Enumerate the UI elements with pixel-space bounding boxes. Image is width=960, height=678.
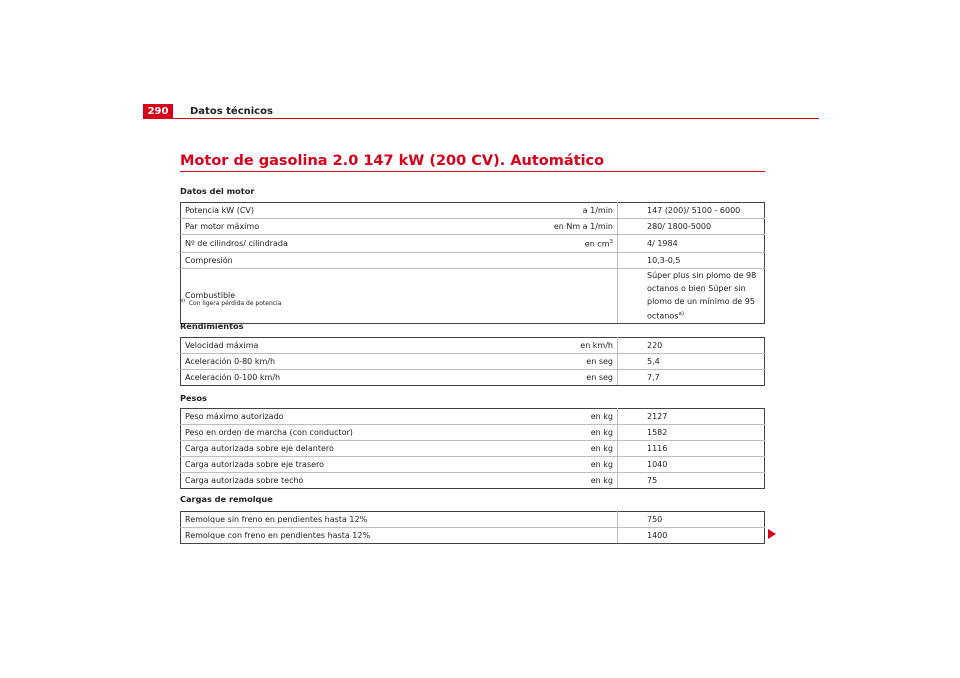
row-label: Combustible [181,269,500,324]
row-value: 1040 [618,457,765,473]
page-title: Motor de gasolina 2.0 147 kW (200 CV). Automático [180,153,605,169]
rendimientos-table [180,337,765,386]
unit-superscript: 3 [609,238,613,245]
row-label: Aceleración 0-80 km/h [181,354,500,370]
remolque-table [180,511,765,544]
pesos-heading: Pesos [180,393,207,403]
pesos-table [180,408,765,489]
row-unit: a 1/min [499,203,618,219]
row-value: 750 [618,512,765,528]
table-row [181,253,765,269]
row-value: 1582 [618,425,765,441]
table-row [181,528,765,544]
title-rule [180,171,765,172]
table-row [181,370,765,386]
row-label: Carga autorizada sobre techo [181,473,500,489]
row-value [618,269,765,324]
rendimientos-heading: Rendimientos [180,321,244,331]
row-label: Nº de cilindros/ cilindrada [181,235,500,253]
row-label: Aceleración 0-100 km/h [181,370,500,386]
row-value: 1400 [618,528,765,544]
row-value: 5,4 [618,354,765,370]
row-label: Remolque sin freno en pendientes hasta 12% [181,512,500,528]
row-value: 10,3-0,5 [618,253,765,269]
row-unit: en seg [499,354,618,370]
table-row [181,354,765,370]
row-label: Par motor máximo [181,219,500,235]
row-unit [499,269,618,324]
arrow-right-icon[interactable] [768,529,776,539]
footnote-ref: a) [678,311,684,317]
table-row [181,457,765,473]
page-number: 290 [143,104,173,119]
row-value: 280/ 1800-5000 [618,219,765,235]
table-row [181,203,765,219]
row-label: Peso en orden de marcha (con conductor) [181,425,500,441]
motor-heading: Datos del motor [180,186,255,196]
row-value: 1116 [618,441,765,457]
footnote-mark: a) [180,298,186,304]
table-row [181,269,765,324]
row-unit [499,512,618,528]
row-unit: en km/h [499,338,618,354]
row-value: 220 [618,338,765,354]
section-title: Datos técnicos [190,106,273,117]
row-value: 7,7 [618,370,765,386]
table-row [181,338,765,354]
footnote [180,298,281,307]
remolque-heading: Cargas de remolque [180,494,273,504]
row-label: Remolque con freno en pendientes hasta 12% [181,528,500,544]
unit-text: en cm [584,239,610,249]
footnote-text: Con ligera pérdida de potencia [188,300,282,307]
row-unit: en kg [499,441,618,457]
row-label: Carga autorizada sobre eje trasero [181,457,500,473]
fuel-value: Súper plus sin plomo de 98 octanos o bien Súper sin plomo de un mínimo de 95 octanos [647,271,757,321]
table-row [181,235,765,253]
table-row [181,409,765,425]
row-label: Velocidad máxima [181,338,500,354]
table-row [181,441,765,457]
row-unit [499,253,618,269]
fuel-text [647,269,760,323]
table-row [181,219,765,235]
row-value: 147 (200)/ 5100 - 6000 [618,203,765,219]
row-label: Compresión [181,253,500,269]
row-unit [499,235,618,253]
table-row [181,512,765,528]
row-unit: en kg [499,457,618,473]
row-value: 2127 [618,409,765,425]
row-unit: en kg [499,473,618,489]
row-unit [499,528,618,544]
row-unit: en Nm a 1/min [499,219,618,235]
row-value: 75 [618,473,765,489]
row-label: Peso máximo autorizado [181,409,500,425]
row-unit: en kg [499,425,618,441]
table-row [181,425,765,441]
row-unit: en kg [499,409,618,425]
row-label: Carga autorizada sobre eje delantero [181,441,500,457]
row-unit: en seg [499,370,618,386]
row-label: Potencia kW (CV) [181,203,500,219]
row-value: 4/ 1984 [618,235,765,253]
table-row [181,473,765,489]
